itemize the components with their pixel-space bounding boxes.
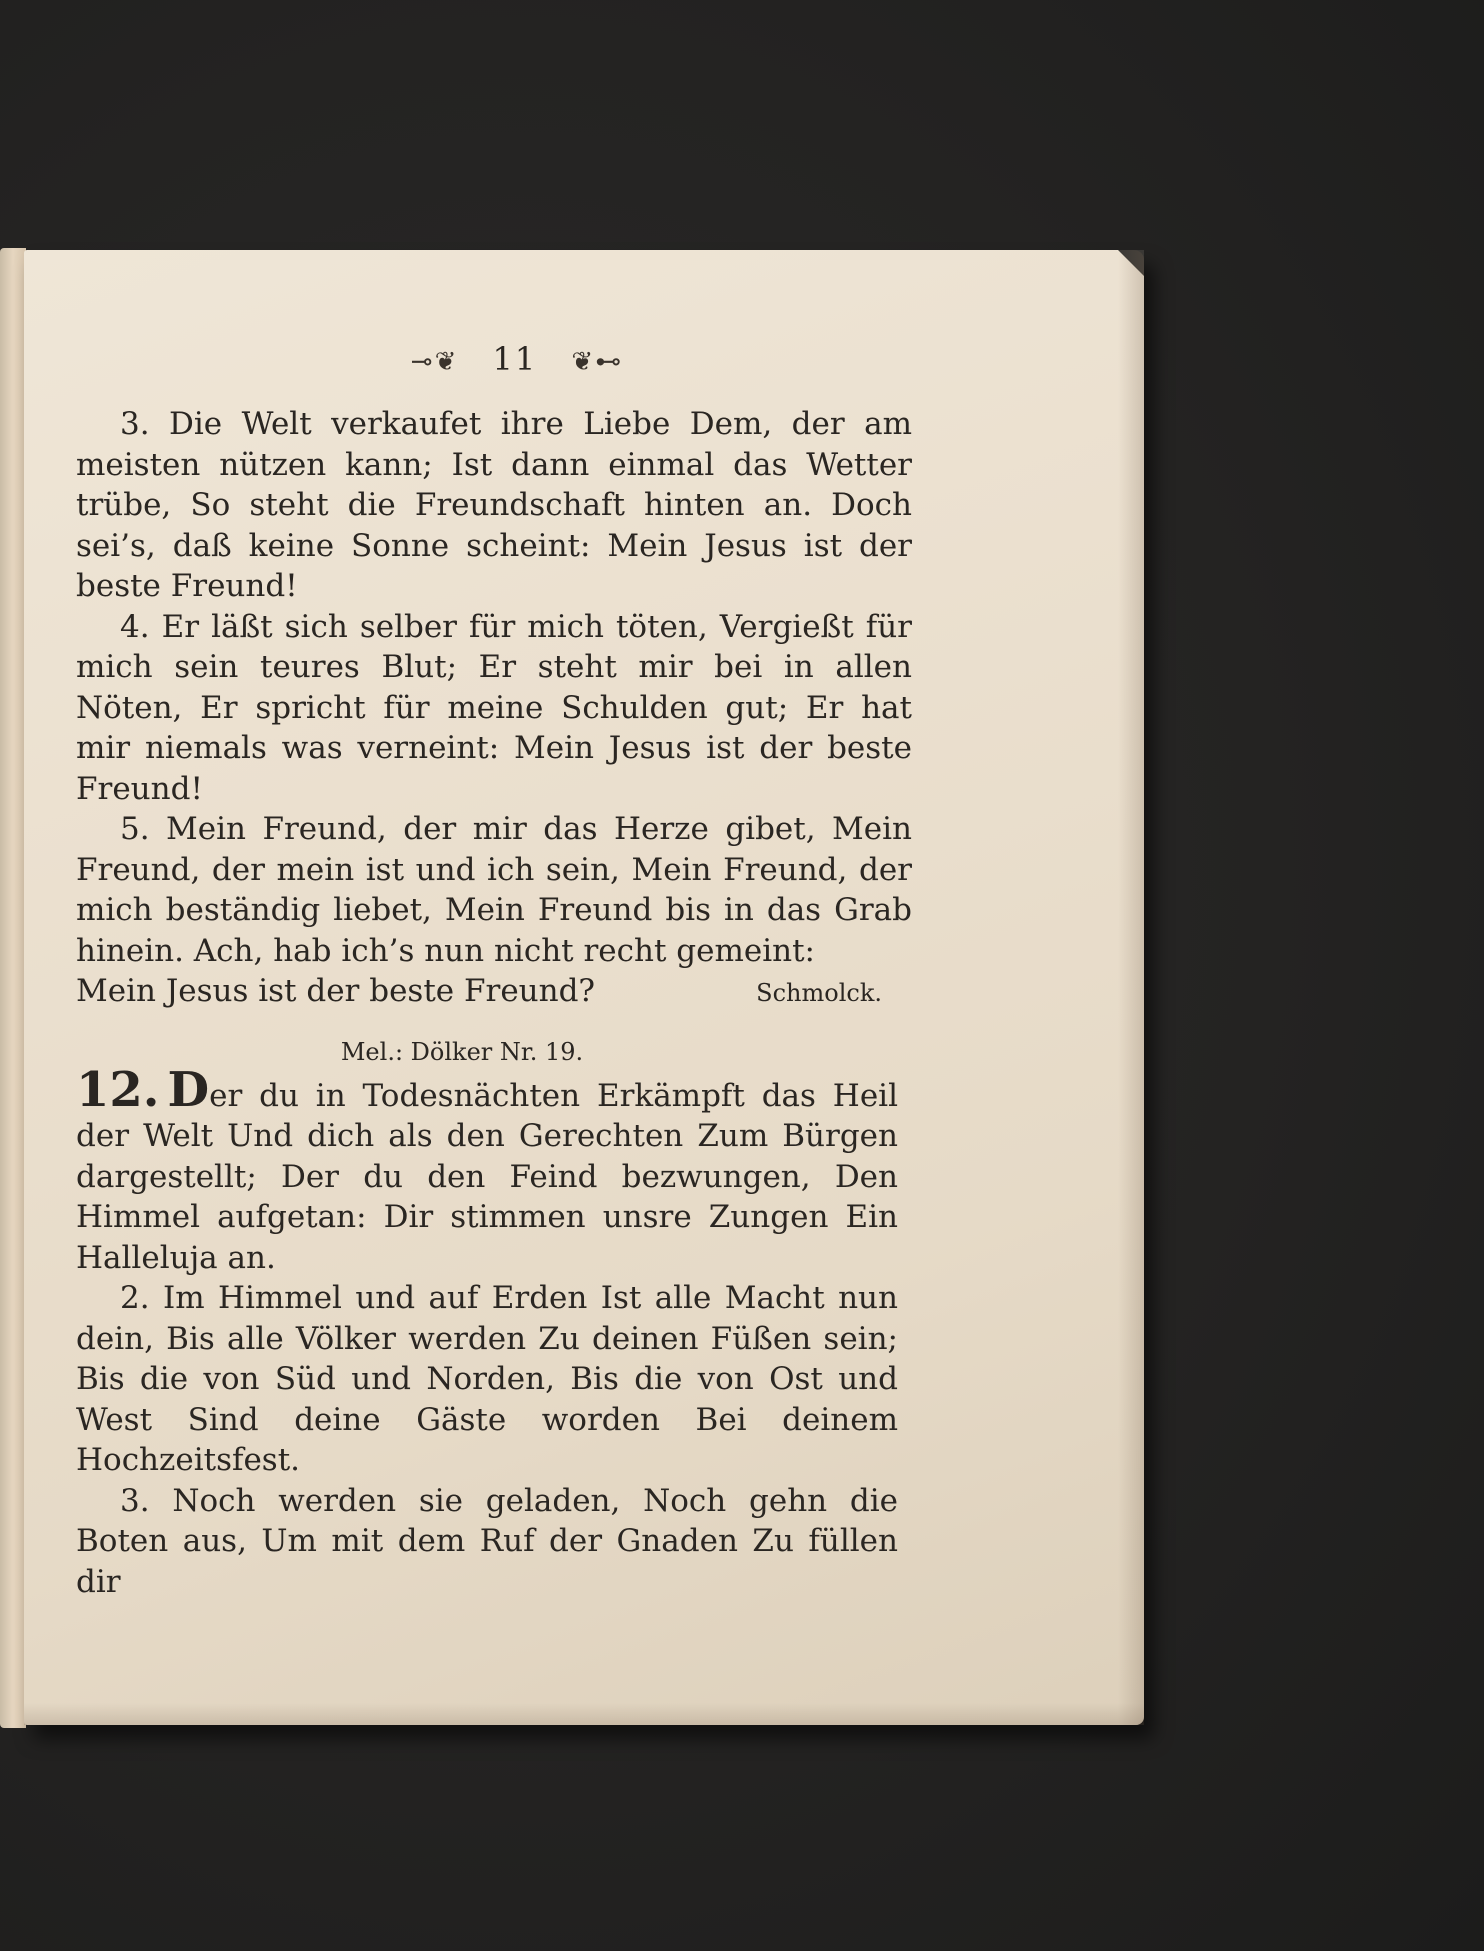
page-shading	[1118, 250, 1144, 1725]
verse-5-end	[76, 971, 912, 1014]
drop-cap: D	[167, 1061, 210, 1118]
verse-4: 4. Er läßt sich selber für mich töten, Vergießt für mich sein teures Blut; Er steht mir bei in allen Nöten, Er spricht für meine Schulden gut; Er hat mir niemals was verneint: Mein Jesus ist der beste Freund!	[76, 608, 912, 807]
refrain-line: Mein Jesus ist der beste Freund?	[76, 973, 596, 1009]
hymn-verse-1-text: er du in Todesnächten Erkämpft das Heil der Welt Und dich als den Gerechten Zum Bürgen dargestellt; Der du den Feind bezwungen, Den Himmel aufgetan: Dir stimmen unsre Zungen Ein Halleluja an.	[76, 1077, 898, 1276]
verse-3: 3. Die Welt verkaufet ihre Liebe Dem, der am meisten nützen kann; Ist dann einmal das Wetter trübe, So steht die Freundschaft hinten an. Doch sei’s, daß keine Sonne scheint: Mein Jesus ist der beste Freund!	[76, 406, 912, 604]
hymn-12	[76, 1038, 898, 1603]
verse-5: 5. Mein Freund, der mir das Herze gibet, Mein Freund, der mein ist und ich sein, Mein Freund, der mich beständig liebet, Mein Freund bis in das Grab hinein. Ach, hab ich’s nun nicht recht gemeint:	[76, 811, 912, 969]
book-page	[24, 250, 1144, 1725]
facing-page-edge	[0, 248, 26, 1728]
hymn-verse-3: 3. Noch werden sie geladen, Noch gehn die Boten aus, Um mit dem Ruf der Gnaden Zu füllen dir	[76, 1482, 898, 1600]
author-signature: Schmolck.	[756, 979, 882, 1007]
melody-reference: Mel.: Dölker Nr. 19.	[340, 1037, 584, 1066]
page-text	[76, 340, 912, 1602]
hymn-number: 12.	[76, 1061, 160, 1118]
page-header	[122, 340, 912, 378]
page-shading-bottom	[24, 1703, 1144, 1725]
ornament-right: ❦⊷	[571, 347, 624, 377]
page-number: 11	[492, 340, 538, 378]
hymn-verse-1	[76, 1061, 898, 1279]
hymn-verse-2: 2. Im Himmel und auf Erden Ist alle Macht nun dein, Bis alle Völker werden Zu deinen Füßen sein; Bis die von Süd und Norden, Bis die von Ost und West Sind deine Gäste worden Bei deinem Hochzeitsfest.	[76, 1280, 898, 1478]
ornament-left: ⊸❦	[410, 347, 459, 377]
